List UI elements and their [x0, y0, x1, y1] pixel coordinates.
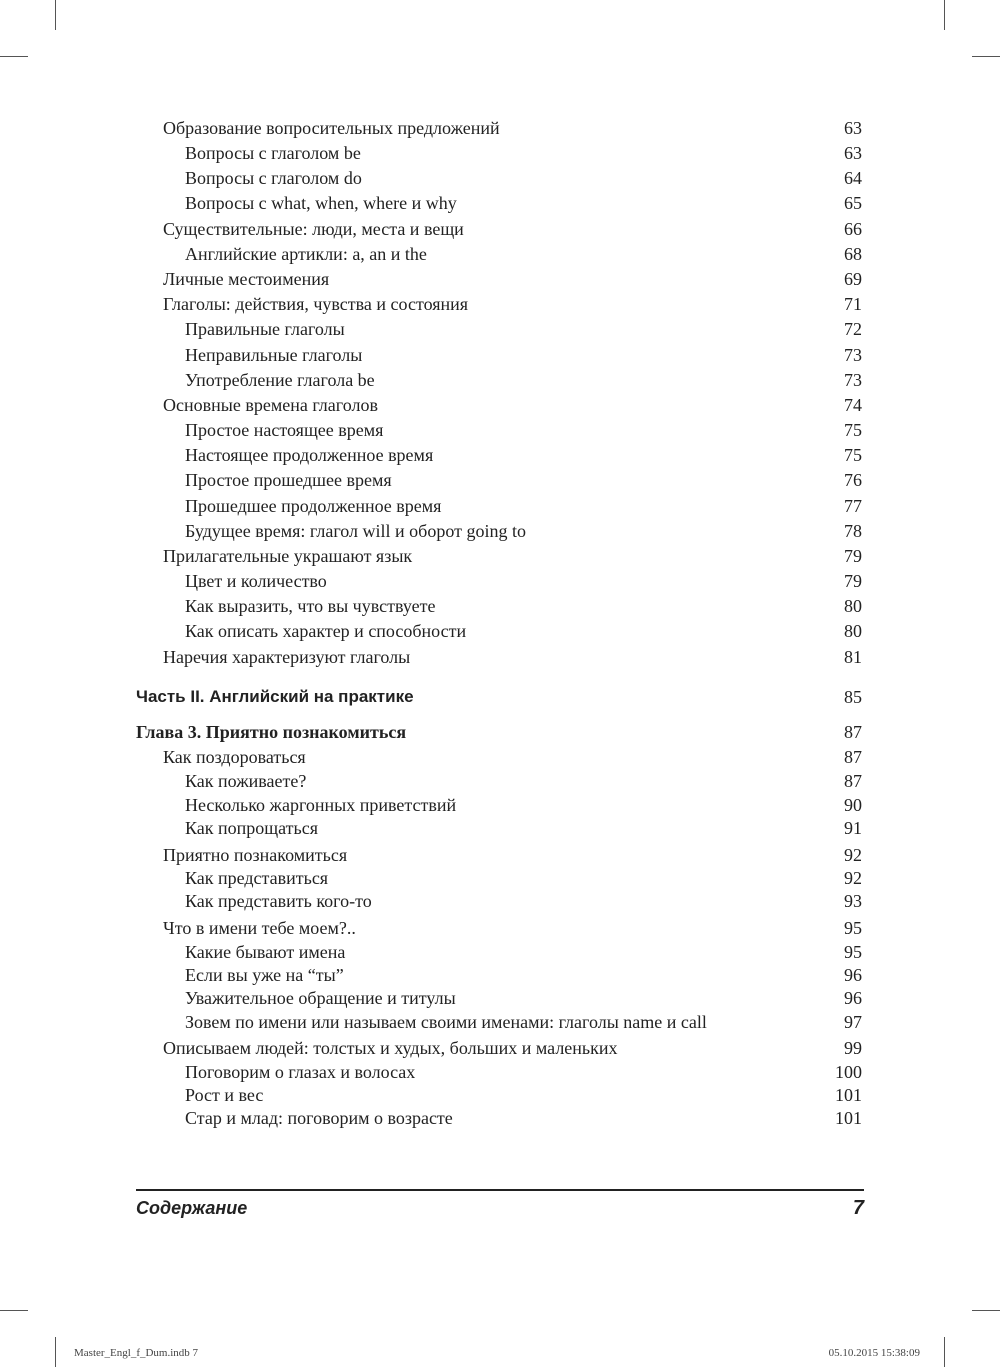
toc-entry-title: Описываем людей: толстых и худых, больших и маленьких — [163, 1038, 618, 1058]
toc-entry-page: 100 — [835, 1062, 862, 1082]
toc-entry-title: Английские артикли: a, an и the — [185, 244, 427, 264]
toc-entry-page: 96 — [844, 988, 862, 1008]
toc-entry-title: Приятно познакомиться — [163, 845, 348, 865]
toc-entry-title: Стар и млад: поговорим о возрасте — [185, 1108, 453, 1128]
toc-entry-title: Вопросы с глаголом be — [185, 143, 361, 163]
toc-entry[interactable] — [0, 816, 862, 840]
toc-entry-page: 66 — [844, 219, 862, 239]
toc-entry[interactable] — [0, 866, 862, 890]
toc-entry-title: Вопросы с what, when, where и why — [185, 193, 457, 213]
toc-entry[interactable] — [0, 916, 862, 940]
toc-entry-title: Цвет и количество — [185, 571, 327, 591]
toc-entry-title: Прилагательные украшают язык — [163, 546, 413, 566]
toc-entry[interactable] — [0, 569, 862, 593]
toc-entry-page: 75 — [844, 420, 862, 440]
toc-entry[interactable] — [0, 418, 862, 442]
toc-entry[interactable] — [0, 468, 862, 492]
toc-entry-title: Будущее время: глагол will и оборот going to — [185, 521, 526, 541]
toc-entry[interactable] — [0, 393, 862, 417]
toc-entry-page: 79 — [844, 546, 862, 566]
toc-entry[interactable] — [0, 519, 862, 543]
toc-entry-title: Употребление глагола be — [185, 370, 375, 390]
toc-entry-title: Вопросы с глаголом do — [185, 168, 362, 188]
toc-entry-page: 80 — [844, 596, 862, 616]
toc-entry[interactable] — [0, 940, 862, 964]
crop-mark — [55, 0, 56, 30]
toc-entry-page: 92 — [844, 868, 862, 888]
toc-entry[interactable] — [0, 793, 862, 817]
toc-entry-title: Если вы уже на “ты” — [185, 965, 344, 985]
toc-entry-page: 87 — [844, 747, 862, 767]
toc-entry[interactable] — [0, 963, 862, 987]
toc-entry-page: 74 — [844, 395, 862, 415]
toc-entry-page: 79 — [844, 571, 862, 591]
toc-entry-page: 101 — [835, 1085, 862, 1105]
toc-entry-page: 71 — [844, 294, 862, 314]
toc-entry-page: 77 — [844, 496, 862, 516]
crop-mark — [972, 1310, 1000, 1311]
toc-entry-page: 64 — [844, 168, 862, 188]
part-page: 85 — [844, 687, 862, 707]
toc-entry-page: 78 — [844, 521, 862, 541]
crop-mark — [944, 0, 945, 30]
toc-entry[interactable] — [0, 368, 862, 392]
toc-entry[interactable] — [0, 217, 862, 241]
toc-entry-page: 95 — [844, 942, 862, 962]
toc-entry[interactable] — [0, 116, 862, 140]
toc-entry-title: Как представить кого-то — [185, 891, 372, 911]
slug-timestamp: 05.10.2015 15:38:09 — [828, 1347, 920, 1359]
toc-entry-title: Образование вопросительных предложений — [163, 118, 500, 138]
toc-entry-title: Простое прошедшее время — [185, 470, 392, 490]
toc-entry-title: Основные времена глаголов — [163, 395, 378, 415]
toc-entry-title: Прошедшее продолженное время — [185, 496, 442, 516]
toc-entry[interactable] — [0, 1010, 862, 1034]
toc-entry-title: Как попрощаться — [185, 818, 318, 838]
toc-entry-title: Настоящее продолженное время — [185, 445, 434, 465]
toc-entry-page: 95 — [844, 918, 862, 938]
toc-entry[interactable] — [0, 443, 862, 467]
toc-entry-page: 73 — [844, 370, 862, 390]
toc-entry-page: 63 — [844, 118, 862, 138]
toc-entry-page: 93 — [844, 891, 862, 911]
toc-entry-page: 97 — [844, 1012, 862, 1032]
toc-entry-page: 63 — [844, 143, 862, 163]
toc-entry-page: 96 — [844, 965, 862, 985]
toc-entry-page: 91 — [844, 818, 862, 838]
running-footer-title: Содержание — [136, 1198, 248, 1218]
toc-entry[interactable] — [0, 1083, 862, 1107]
toc-entry[interactable] — [0, 292, 862, 316]
toc-entry-title: Уважительное обращение и титулы — [185, 988, 456, 1008]
toc-entry[interactable] — [0, 494, 862, 518]
toc-entry[interactable] — [0, 889, 862, 913]
toc-entry-page: 87 — [844, 771, 862, 791]
toc-entry[interactable] — [0, 745, 862, 769]
toc-entry-title: Как поживаете? — [185, 771, 307, 791]
toc-entry[interactable] — [0, 1036, 862, 1060]
page-number: 7 — [852, 1197, 864, 1219]
crop-mark — [0, 1310, 28, 1311]
crop-mark — [55, 1337, 56, 1367]
toc-entry[interactable] — [0, 343, 862, 367]
toc-entry-title: Существительные: люди, места и вещи — [163, 219, 464, 239]
toc-entry[interactable] — [0, 594, 862, 618]
toc-entry[interactable] — [0, 544, 862, 568]
toc-entry[interactable] — [0, 317, 862, 341]
toc-entry[interactable] — [0, 986, 862, 1010]
toc-entry-title: Глаголы: действия, чувства и состояния — [163, 294, 469, 314]
toc-entry[interactable] — [0, 1060, 862, 1084]
toc-entry-title: Как выразить, что вы чувствуете — [185, 596, 436, 616]
toc-part-heading[interactable] — [0, 684, 862, 710]
crop-mark — [972, 56, 1000, 57]
toc-entry-title: Личные местоимения — [163, 269, 330, 289]
toc-entry[interactable] — [0, 769, 862, 793]
toc-entry-page: 101 — [835, 1108, 862, 1128]
toc-entry[interactable] — [0, 242, 862, 266]
toc-entry-page: 69 — [844, 269, 862, 289]
toc-entry-page: 72 — [844, 319, 862, 339]
part-title: Часть II. Английский на практике — [136, 687, 414, 706]
toc-entry-page: 65 — [844, 193, 862, 213]
toc-entry[interactable] — [0, 166, 862, 190]
toc-entry-title: Зовем по имени или называем своими именами: глаголы name и call — [185, 1012, 707, 1032]
toc-entry-page: 75 — [844, 445, 862, 465]
toc-entry-page: 76 — [844, 470, 862, 490]
toc-chapter-heading[interactable] — [0, 720, 862, 744]
toc-entry[interactable] — [0, 141, 862, 165]
toc-entry-page: 68 — [844, 244, 862, 264]
toc-entry-page: 80 — [844, 621, 862, 641]
toc-entry-title: Простое настоящее время — [185, 420, 384, 440]
toc-entry-title: Несколько жаргонных приветствий — [185, 795, 457, 815]
toc-entry-title: Неправильные глаголы — [185, 345, 363, 365]
toc-entry[interactable] — [0, 843, 862, 867]
toc-entry[interactable] — [0, 267, 862, 291]
toc-entry[interactable] — [0, 191, 862, 215]
toc-entry[interactable] — [0, 619, 862, 643]
toc-entry-title: Что в имени тебе моем?.. — [163, 918, 356, 938]
toc-entry-page: 99 — [844, 1038, 862, 1058]
chapter-title: Глава 3. Приятно познакомиться — [136, 722, 407, 742]
toc-entry-page: 92 — [844, 845, 862, 865]
toc-entry-title: Рост и вес — [185, 1085, 264, 1105]
slug-file: Master_Engl_f_Dum.indb 7 — [74, 1347, 199, 1359]
toc-entry-title: Как поздороваться — [163, 747, 306, 767]
crop-mark — [0, 56, 28, 57]
toc-entry-title: Наречия характеризуют глаголы — [163, 647, 411, 667]
toc-entry-title: Как описать характер и способности — [185, 621, 467, 641]
toc-entry-page: 81 — [844, 647, 862, 667]
toc-entry-title: Поговорим о глазах и волосах — [185, 1062, 416, 1082]
toc-entry[interactable] — [0, 1106, 862, 1130]
toc-entry-page: 90 — [844, 795, 862, 815]
toc-entry[interactable] — [0, 645, 862, 669]
toc-entry-title: Как представиться — [185, 868, 329, 888]
chapter-page: 87 — [844, 722, 862, 742]
toc-entry-title: Какие бывают имена — [185, 942, 346, 962]
footer-rule — [136, 1189, 864, 1191]
toc-entry-page: 73 — [844, 345, 862, 365]
toc-entry-title: Правильные глаголы — [185, 319, 345, 339]
crop-mark — [944, 1337, 945, 1367]
